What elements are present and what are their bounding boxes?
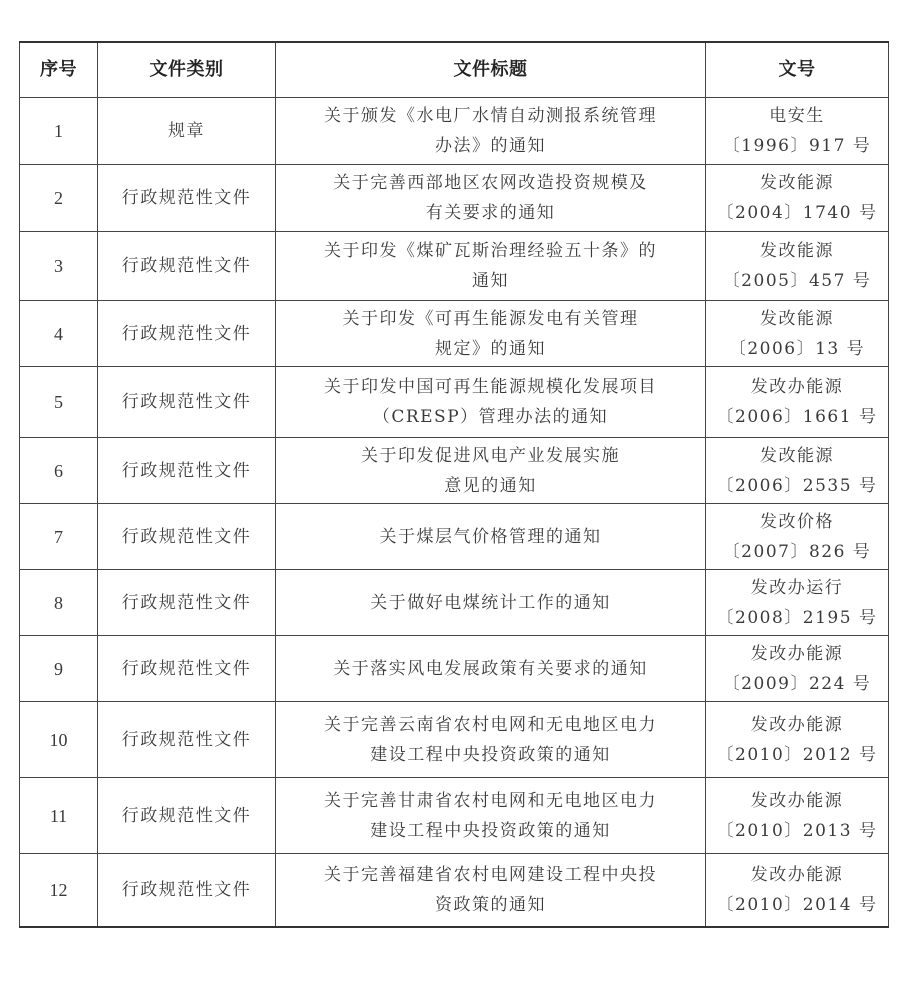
table-row [20, 504, 889, 570]
serial-number-cell: 6 [20, 438, 98, 504]
table-row [20, 702, 889, 778]
document-number-line: 发改能源 [760, 308, 834, 329]
file-title-line: 关于完善云南省农村电网和无电地区电力 [324, 714, 657, 735]
document-table [19, 41, 889, 928]
table-row [20, 778, 889, 854]
file-category-cell: 行政规范性文件 [98, 854, 276, 927]
serial-number-cell: 9 [20, 636, 98, 702]
table-row [20, 570, 889, 636]
document-number-line: 电安生 [769, 106, 825, 126]
file-title-cell [276, 232, 706, 301]
document-number-line: 〔2010〕2012 号 [716, 744, 878, 765]
file-title-line: 关于印发《可再生能源发电有关管理 [342, 308, 639, 329]
file-title-cell [276, 438, 706, 504]
file-title-cell [276, 301, 706, 367]
document-number-cell [706, 301, 889, 367]
file-title-cell [276, 367, 706, 438]
serial-number-cell: 1 [20, 98, 98, 165]
file-title-cell [276, 570, 706, 636]
document-number-cell [706, 778, 889, 854]
document-number-cell [706, 98, 889, 165]
file-title-line: 办法》的通知 [435, 136, 546, 156]
table-body [20, 98, 889, 927]
document-number-cell [706, 702, 889, 778]
header-document-number: 文号 [706, 42, 889, 98]
table-row [20, 232, 889, 301]
serial-number-cell: 11 [20, 778, 98, 854]
file-title-line: 有关要求的通知 [425, 203, 556, 223]
document-number-cell [706, 165, 889, 232]
file-title-line: 关于做好电煤统计工作的通知 [370, 592, 611, 613]
document-number-line: 〔1996〕917 号 [722, 136, 872, 156]
file-title-line: 关于印发中国可再生能源规模化发展项目 [324, 377, 657, 397]
serial-number-cell: 8 [20, 570, 98, 636]
table-row [20, 98, 889, 165]
file-title-line: 关于完善福建省农村电网建设工程中央投 [324, 864, 657, 885]
document-number-cell [706, 570, 889, 636]
document-number-line: 发改办运行 [750, 577, 844, 598]
document-number-cell [706, 232, 889, 301]
document-number-line: 〔2006〕13 号 [728, 338, 866, 359]
file-title-cell [276, 702, 706, 778]
document-number-line: 〔2008〕2195 号 [716, 607, 878, 628]
document-number-line: 〔2007〕826 号 [722, 541, 872, 562]
file-category-cell: 行政规范性文件 [98, 232, 276, 301]
file-category-cell: 行政规范性文件 [98, 165, 276, 232]
document-number-line: 发改能源 [760, 173, 834, 193]
file-category-cell: 行政规范性文件 [98, 504, 276, 570]
document-number-line: 〔2010〕2013 号 [716, 820, 878, 841]
document-number-line: 〔2004〕1740 号 [716, 203, 878, 223]
file-title-line: （CRESP）管理办法的通知 [372, 407, 609, 427]
file-title-line: 建设工程中央投资政策的通知 [370, 820, 611, 841]
file-title-line: 关于煤层气价格管理的通知 [379, 526, 602, 547]
file-title-cell [276, 504, 706, 570]
file-category-cell: 行政规范性文件 [98, 570, 276, 636]
table-row [20, 367, 889, 438]
file-title-line: 关于印发《煤矿瓦斯治理经验五十条》的 [324, 241, 657, 261]
table-row [20, 854, 889, 927]
file-title-line: 关于印发促进风电产业发展实施 [361, 445, 620, 466]
serial-number-cell: 4 [20, 301, 98, 367]
document-number-line: 〔2006〕2535 号 [716, 475, 878, 496]
document-number-line: 发改办能源 [750, 714, 844, 735]
file-title-line: 关于完善甘肃省农村电网和无电地区电力 [324, 790, 657, 811]
document-number-line: 〔2005〕457 号 [722, 271, 872, 291]
serial-number-cell: 10 [20, 702, 98, 778]
document-number-line: 发改能源 [760, 241, 834, 261]
file-category-cell: 规章 [98, 98, 276, 165]
document-number-line: 发改能源 [760, 445, 834, 466]
file-title-cell [276, 636, 706, 702]
file-category-cell: 行政规范性文件 [98, 778, 276, 854]
file-title-line: 通知 [472, 271, 509, 291]
table-row [20, 165, 889, 232]
header-file-title: 文件标题 [276, 42, 706, 98]
file-title-line: 规定》的通知 [435, 338, 546, 359]
file-title-line: 资政策的通知 [435, 894, 546, 915]
serial-number-cell: 12 [20, 854, 98, 927]
document-number-line: 发改价格 [760, 511, 834, 532]
table-row [20, 301, 889, 367]
file-title-cell [276, 854, 706, 927]
serial-number-cell: 2 [20, 165, 98, 232]
file-category-cell: 行政规范性文件 [98, 301, 276, 367]
file-title-line: 意见的通知 [444, 475, 537, 496]
file-title-line: 建设工程中央投资政策的通知 [370, 744, 611, 765]
document-number-cell [706, 438, 889, 504]
document-number-line: 〔2006〕1661 号 [716, 407, 878, 427]
table-row [20, 438, 889, 504]
file-title-line: 关于颁发《水电厂水情自动测报系统管理 [324, 106, 657, 126]
header-serial-number: 序号 [20, 42, 98, 98]
document-number-line: 发改办能源 [750, 864, 844, 885]
table-header [20, 42, 889, 98]
file-title-cell [276, 165, 706, 232]
file-category-cell: 行政规范性文件 [98, 636, 276, 702]
document-number-cell [706, 854, 889, 927]
file-title-cell [276, 98, 706, 165]
file-title-line: 关于落实风电发展政策有关要求的通知 [333, 658, 648, 679]
document-number-line: 〔2010〕2014 号 [716, 894, 878, 915]
file-category-cell: 行政规范性文件 [98, 702, 276, 778]
table-row [20, 636, 889, 702]
document-number-line: 〔2009〕224 号 [722, 673, 872, 694]
document-number-line: 发改办能源 [750, 643, 844, 664]
document-number-line: 发改办能源 [750, 790, 844, 811]
document-number-cell [706, 367, 889, 438]
serial-number-cell: 3 [20, 232, 98, 301]
file-title-line: 关于完善西部地区农网改造投资规模及 [333, 173, 648, 193]
document-number-line: 发改办能源 [750, 377, 844, 397]
file-category-cell: 行政规范性文件 [98, 367, 276, 438]
file-category-cell: 行政规范性文件 [98, 438, 276, 504]
header-row [20, 42, 889, 98]
serial-number-cell: 5 [20, 367, 98, 438]
document-number-cell [706, 504, 889, 570]
document-number-cell [706, 636, 889, 702]
header-file-category: 文件类别 [98, 42, 276, 98]
file-title-cell [276, 778, 706, 854]
serial-number-cell: 7 [20, 504, 98, 570]
